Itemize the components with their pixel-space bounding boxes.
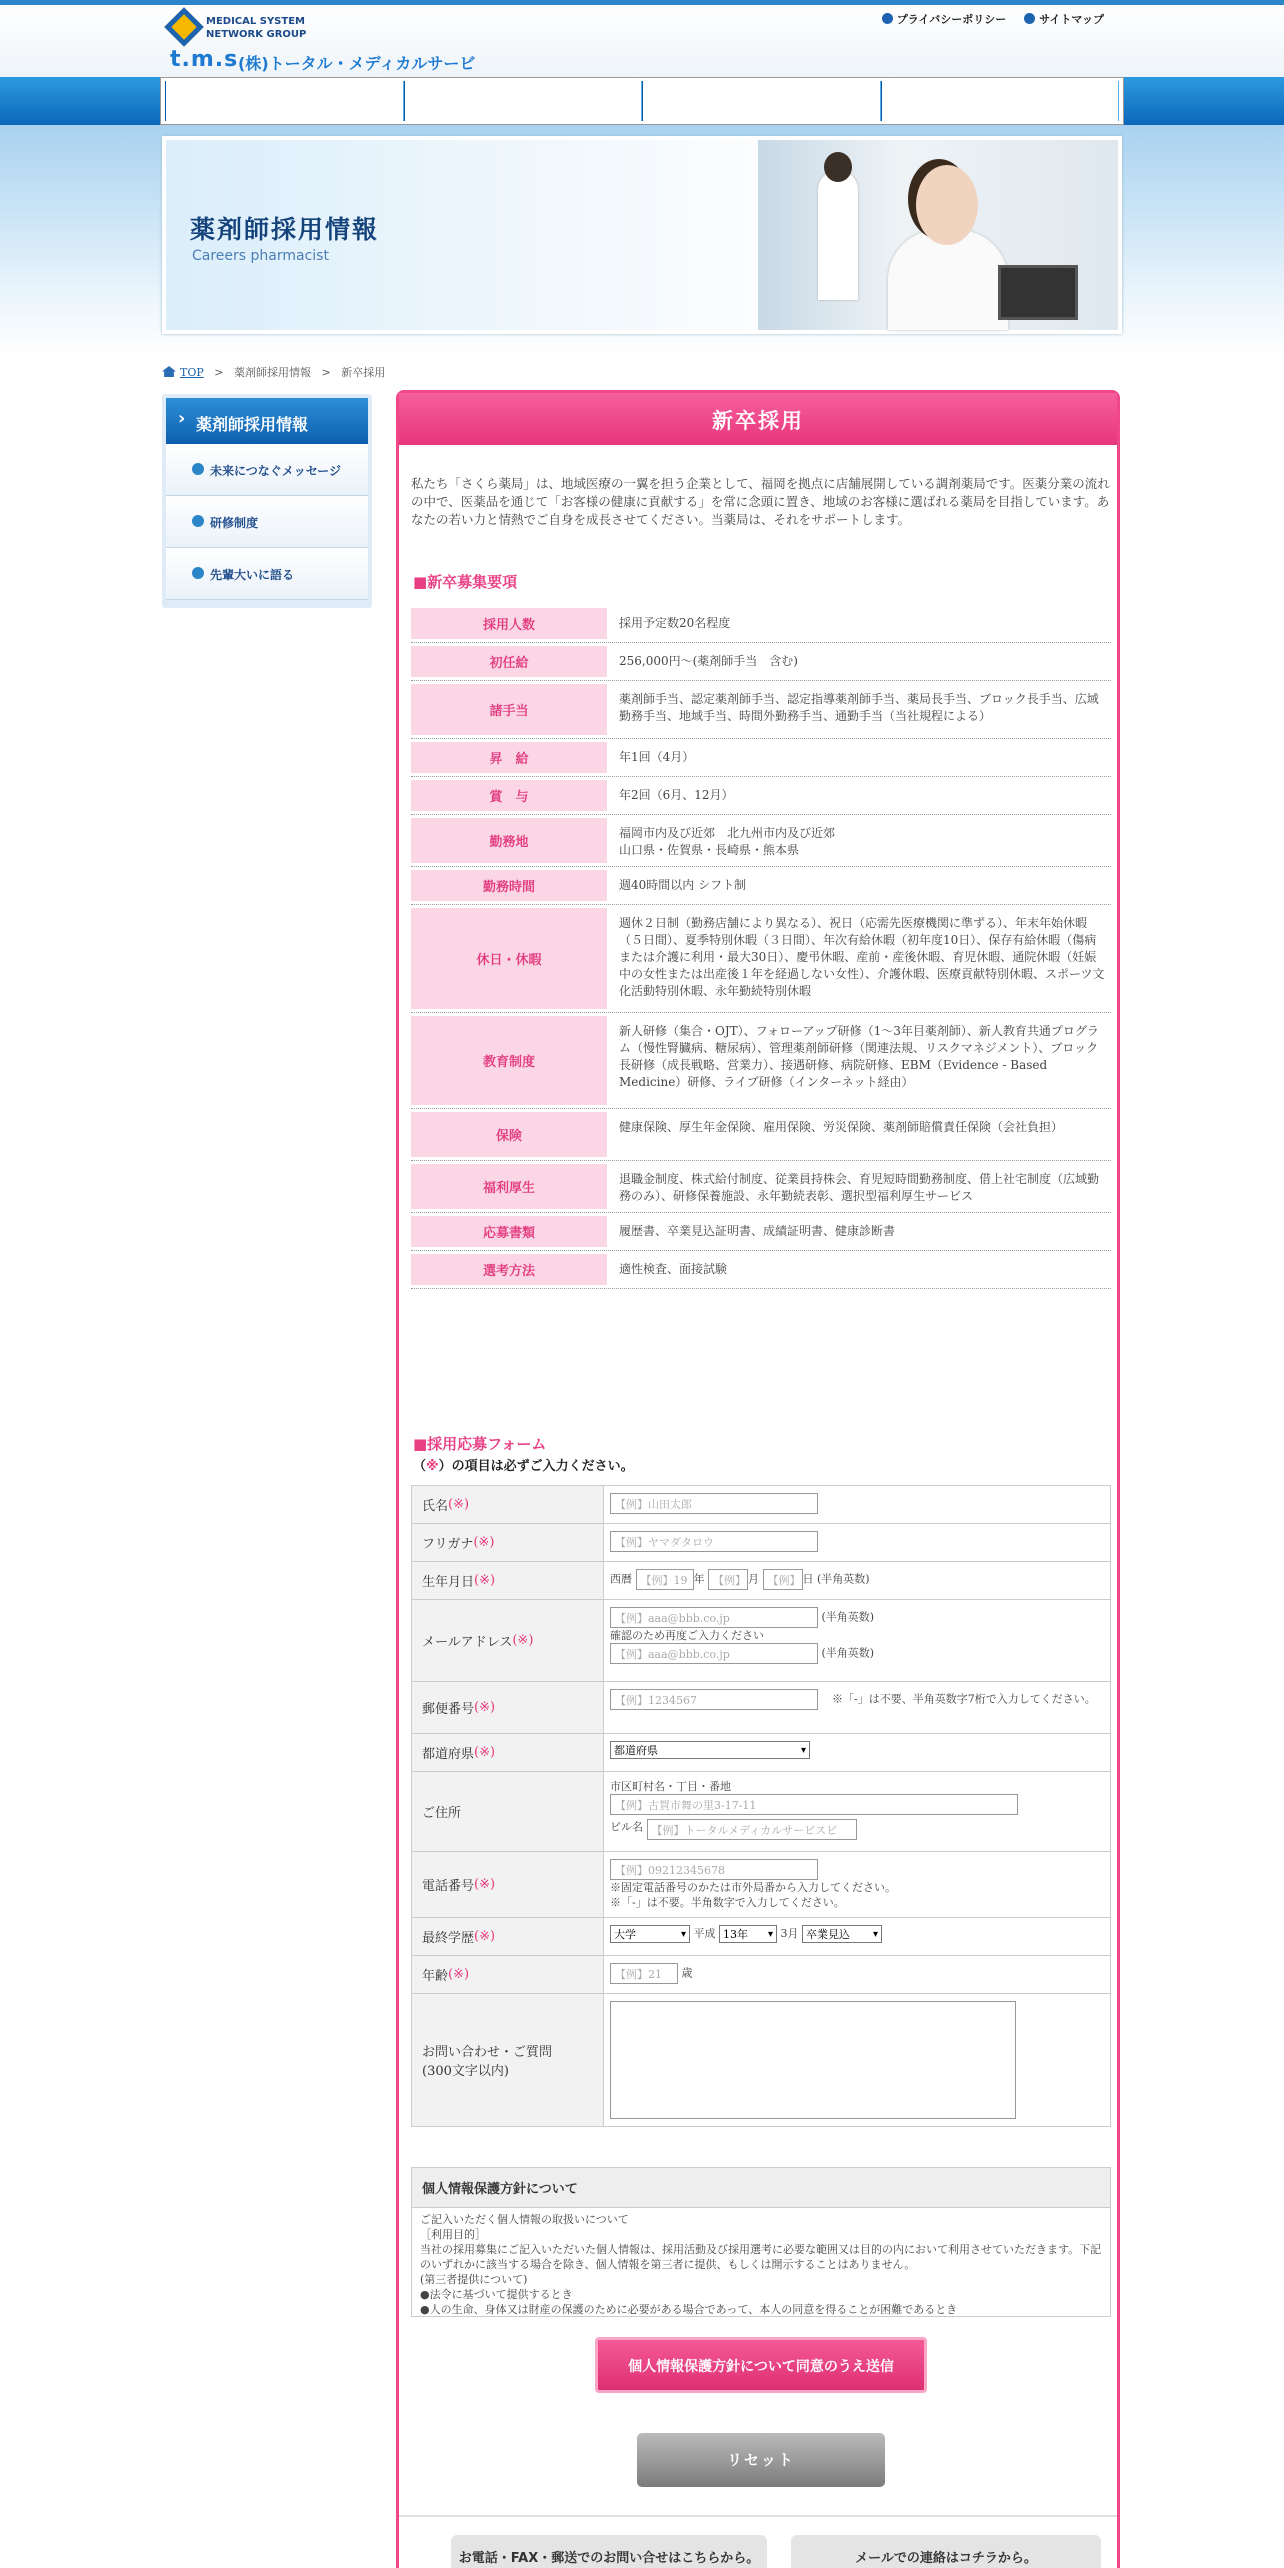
global-nav	[0, 77, 1284, 125]
grad-year-select[interactable]: 13年 ▾	[719, 1925, 777, 1943]
requirement-value: 年1回（4月）	[619, 750, 695, 764]
requirement-row	[411, 681, 1111, 739]
nav-top[interactable]: TOP TOP	[165, 81, 404, 121]
requirement-row	[411, 1109, 1111, 1161]
pref-label: 都道府県 (※)	[412, 1734, 604, 1771]
name-label: 氏名 (※)	[412, 1486, 604, 1523]
hero-title: 薬剤師採用情報	[190, 215, 380, 244]
logo-text: t.m.s	[170, 47, 239, 72]
home-icon	[162, 366, 176, 377]
privacy-body[interactable]: ご記入いただく個人情報の取扱いについて ［利用目的］ 当社の採用募集にご記入いただいた個人情報は、採用活動及び採用選考に必要な範囲又は目的の内において利用させていただきます。下記のいずれかに該当する場合を除き、個人情報を第三者に提供、もしくは開示することはありません。 (第三者提供について) ●法令に基づいて提供するとき ●人の生命、身体又は財産の保護のために必要がある場合であって、本人の同意を得ることが困難であるとき	[420, 2213, 1102, 2316]
requirement-row	[411, 1013, 1111, 1109]
requirement-label: 教育制度	[411, 1016, 607, 1105]
requirement-value: 健康保険、厚生年金保険、雇用保険、労災保険、薬剤師賠償責任保険（会社負担）	[619, 1120, 1064, 1134]
requirement-value: 256,000円～(薬剤師手当 含む)	[619, 654, 798, 668]
requirement-value: 福岡市内及び近郊 北九州市内及び近郊 山口県・佐賀県・長崎県・熊本県	[619, 826, 836, 857]
email-input[interactable]: 【例】aaa@bbb.co.jp	[610, 1607, 818, 1628]
zip-input[interactable]: 【例】1234567	[610, 1689, 818, 1710]
sidebar-item-message[interactable]: 未来につなぐメッセージ	[166, 444, 368, 496]
requirement-label: 応募書類	[411, 1216, 607, 1247]
tel-label: 電話番号 (※)	[412, 1852, 604, 1917]
requirement-row	[411, 739, 1111, 777]
bullet-icon	[1024, 13, 1035, 24]
hero-banner	[162, 136, 1122, 334]
birth-label: 生年月日 (※)	[412, 1562, 604, 1599]
age-label: 年齢 (※)	[412, 1956, 604, 1993]
main-panel	[396, 390, 1120, 2568]
intro-text: 私たち「さくら薬局」は、地域医療の一翼を担う企業として、福岡を拠点に店舗展開している調剤薬局です。医薬分業の流れの中で、医薬品を通じて「お客様の健康に貢献する」を常に念頭に置き、地域のお客様に選ばれる薬局を目指しています。あなたの若い力と情熱でご自身を成長させてください。当薬局は、それをサポートします。	[411, 476, 1110, 527]
requirement-row	[411, 777, 1111, 815]
logo-mark-icon	[164, 7, 204, 47]
privacy-title: 個人情報保護方針について	[412, 2168, 1110, 2208]
requirement-row	[411, 643, 1111, 681]
kana-input[interactable]: 【例】ヤマダタロウ	[610, 1531, 818, 1552]
birth-day-input[interactable]: 【例】	[763, 1569, 803, 1590]
requirement-value: 履歴書、卒業見込証明書、成績証明書、健康診断書	[619, 1224, 896, 1238]
building-input[interactable]: 【例】トータルメディカルサービスビ	[647, 1819, 857, 1840]
privacy-box	[411, 2167, 1111, 2317]
requirement-row	[411, 1251, 1111, 1289]
site-logo[interactable]: MEDICAL SYSTEM NETWORK GROUP t.m.s (株)トータル・メディカルサービ	[166, 11, 486, 73]
inquiry-label: お問い合わせ・ご質問 (300文字以内)	[412, 1994, 604, 2126]
breadcrumb-top[interactable]: TOP	[180, 366, 204, 379]
header	[0, 5, 1284, 77]
requirements-heading: ■新卒募集要項	[413, 573, 518, 591]
requirement-label: 勤務地	[411, 818, 607, 863]
breadcrumb-current: 新卒採用	[341, 366, 386, 379]
grad-status-select[interactable]: 卒業見込 ▾	[802, 1925, 882, 1943]
sidebar-title[interactable]: › 薬剤師採用情報	[166, 398, 368, 444]
kana-label: フリガナ (※)	[412, 1524, 604, 1561]
form-heading: ■採用応募フォーム	[413, 1435, 547, 1453]
requirement-row	[411, 605, 1111, 643]
requirement-label: 採用人数	[411, 608, 607, 639]
requirement-value: 退職金制度、株式給付制度、従業員持株会、育児短時間勤務制度、借上社宅制度（広域勤務のみ）、研修保養施設、永年勤続表彰、選択型福利厚生サービス	[619, 1172, 1100, 1203]
divider	[399, 2515, 1117, 2517]
breadcrumb: TOP > 薬剤師採用情報 > 新卒採用	[162, 364, 385, 380]
nav-recruit[interactable]: 採用情報 Recruit	[642, 81, 881, 121]
company-name: (株)トータル・メディカルサービ	[238, 54, 476, 73]
tab-email-contact[interactable]: メールでの連絡はコチラから。	[791, 2535, 1101, 2568]
requirement-value: 週休２日制（勤務店舗により異なる）、祝日（応需先医療機関に準ずる）、年末年始休暇（５日間）、夏季特別休暇（３日間）、年次有給休暇（初年度10日）、保存有給休暇（傷病または介護に利用・最大30日）、慶弔休暇、産前・産後休暇、育児休暇、通院休暇（妊娠中の女性または出産後１年を経過しない女性）、介護休暇、医療貢献特別休暇、スポーツ文化活動特別休暇、永年勤続特別休暇	[619, 916, 1105, 998]
requirement-label: 昇 給	[411, 742, 607, 773]
pref-select[interactable]: 都道府県 ▾	[610, 1741, 810, 1759]
sidebar	[162, 394, 372, 608]
birth-year-input[interactable]: 【例】19	[636, 1569, 694, 1590]
requirement-row	[411, 1213, 1111, 1251]
education-select[interactable]: 大学 ▾	[610, 1925, 690, 1943]
requirement-label: 勤務時間	[411, 870, 607, 901]
application-form: 氏名 (※) 【例】山田太郎 フリガナ (※) 【例】ヤマダタロウ 生年月日 (※) 西暦 【例】19 年 【例】 月 【例】 日 (半角英数) メールアドレス (※) 【例】aaa@bbb.co.jp (半角英数) 確認のため再度ご入力ください 【例】aaa@bbb.co.jp (半角英数) 郵便番号 (※) 【例】1234567 ※「-」は不要、半角英数字7桁で入力してください。 都道府県 (※) 都道府県 ▾ ご住所 市区町村名・丁目・番地 【例】古賀市舞の里3-17-11 ビル名 【例】トータルメディカルサービスビ 電話番号 (※) 【例】09212345678 ※固定電話番号のかたは市外局番から入力してください。 ※「-」は不要。半角数字で入力してください。 最終学歴 (※) 大学 ▾ 平成 13年 ▾ 3月 卒業見込 ▾ 年齢 (※) 【例】21 歳 お問い合わせ・ご質問 (300文字以内)	[411, 1485, 1111, 2127]
birth-month-input[interactable]: 【例】	[708, 1569, 748, 1590]
requirement-label: 休日・休暇	[411, 908, 607, 1009]
requirement-value: 新人研修（集合・OJT）、フォローアップ研修（1～3年目薬剤師）、新人教育共通プログラム（慢性腎臓病、糖尿病）、管理薬剤師研修（関連法規、リスクマネジメント）、ブロック長研修（成長戦略、営業力）、接遇研修、病院研修、EBM（Evidence - Based Medicine）研修、ライブ研修（インターネット経由）	[619, 1024, 1099, 1089]
tel-input[interactable]: 【例】09212345678	[610, 1859, 818, 1880]
tab-phone-fax-mail[interactable]: お電話・FAX・郵送でのお問い合せはこちらから。	[451, 2535, 767, 2568]
inquiry-textarea[interactable]	[610, 2001, 1016, 2119]
header-links	[882, 11, 1104, 27]
requirement-row	[411, 905, 1111, 1013]
hero-subtitle: Careers pharmacist	[192, 248, 329, 264]
requirement-value: 年2回（6月、12月）	[619, 788, 734, 802]
requirement-row	[411, 867, 1111, 905]
requirements-table	[411, 605, 1111, 1289]
requirement-label: 保険	[411, 1112, 607, 1157]
requirement-label: 選考方法	[411, 1254, 607, 1285]
breadcrumb-recruit[interactable]: 薬剤師採用情報	[233, 366, 311, 379]
sitemap-link[interactable]: サイトマップ	[1024, 11, 1104, 27]
nav-about[interactable]: 企業情報 About us	[404, 81, 643, 121]
name-input[interactable]: 【例】山田太郎	[610, 1493, 818, 1514]
bullet-icon	[882, 13, 893, 24]
requirement-label: 初任給	[411, 646, 607, 677]
age-input[interactable]: 【例】21	[610, 1963, 678, 1984]
agree-submit-button[interactable]: 個人情報保護方針について同意のうえ送信	[595, 2337, 927, 2393]
address-input[interactable]: 【例】古賀市舞の里3-17-11	[610, 1794, 1018, 1815]
address-label: ご住所	[412, 1772, 604, 1851]
email-label: メールアドレス (※)	[412, 1600, 604, 1681]
sidebar-item-seniors[interactable]: 先輩大いに語る	[166, 548, 368, 600]
email-confirm-input[interactable]: 【例】aaa@bbb.co.jp	[610, 1643, 818, 1664]
requirement-value: 適性検査、面接試験	[619, 1262, 728, 1276]
pharmacist-photo	[758, 140, 1118, 330]
page-title: 新卒採用	[399, 393, 1117, 445]
requirement-value: 薬剤師手当、認定薬剤師手当、認定指導薬剤師手当、薬局長手当、ブロック長手当、広域勤務手当、地域手当、時間外勤務手当、通勤手当（当社規程による）	[619, 692, 1099, 723]
privacy-policy-link[interactable]: プライバシーポリシー	[882, 11, 1006, 27]
requirement-value: 週40時間以内 シフト制	[619, 878, 747, 892]
nav-contact[interactable]: お問合わせ Contact Us	[881, 81, 1120, 121]
requirement-row	[411, 815, 1111, 867]
requirement-value: 採用予定数20名程度	[619, 616, 731, 630]
requirement-label: 諸手当	[411, 684, 607, 735]
zip-label: 郵便番号 (※)	[412, 1682, 604, 1733]
requirement-label: 福利厚生	[411, 1164, 607, 1209]
required-note: （※）の項目は必ずご入力ください。	[413, 1459, 634, 1474]
requirement-label: 賞 与	[411, 780, 607, 811]
requirement-row	[411, 1161, 1111, 1213]
reset-button[interactable]: リセット	[637, 2433, 885, 2487]
sidebar-item-training[interactable]: 研修制度	[166, 496, 368, 548]
education-label: 最終学歴 (※)	[412, 1918, 604, 1955]
